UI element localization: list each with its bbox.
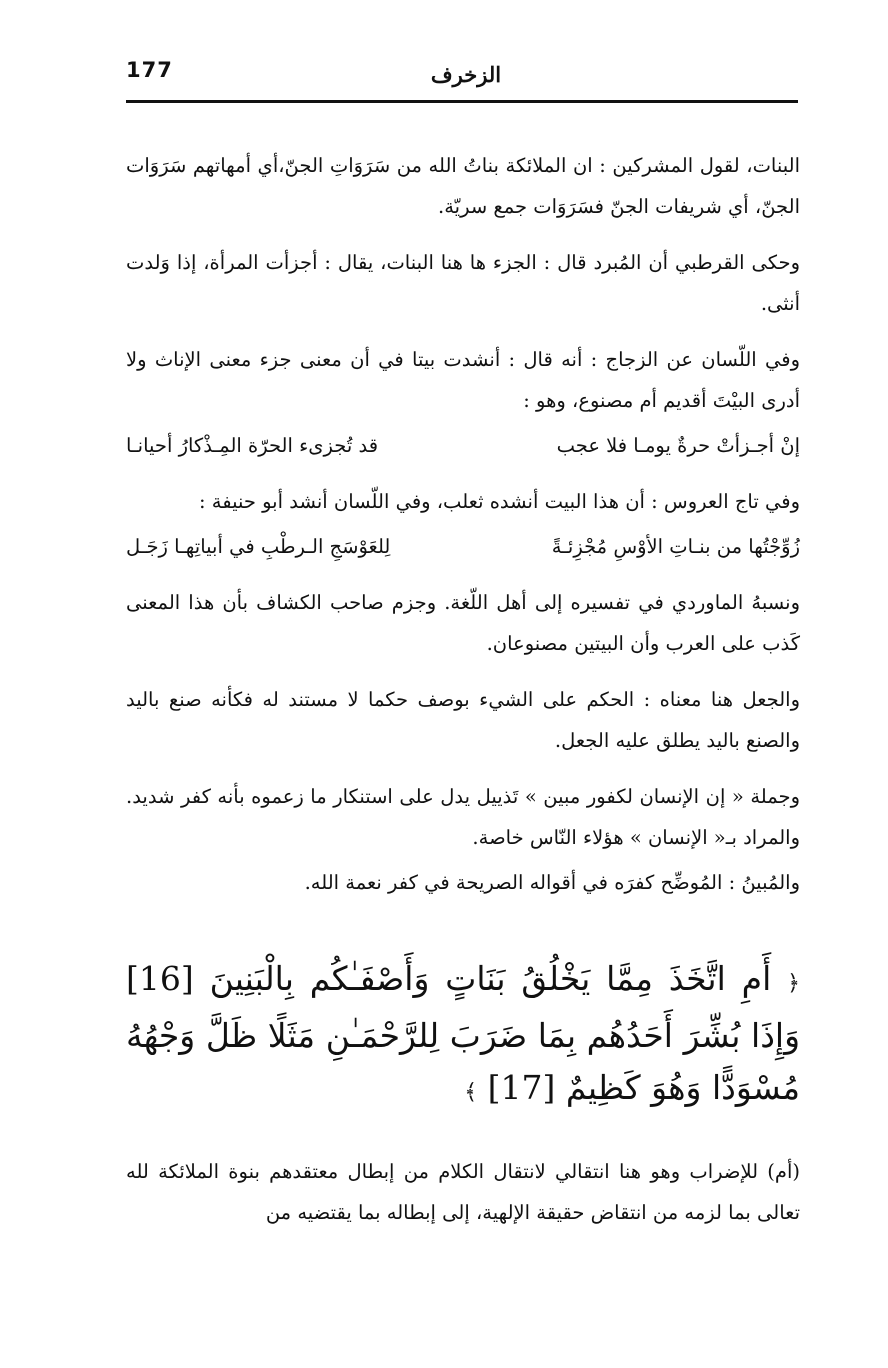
poetry-verse-2 xyxy=(126,526,800,567)
verse-2-second-hemistich: لِلعَوْسَجِ الـرطْبِ في أبياتِهـا زَجَـل xyxy=(126,535,391,558)
paragraph-taj-al-arus: وفي تاج العروس : أن هذا البيت أنشده ثعلب، وفي اللّسان أنشد أبو حنيفة : xyxy=(199,490,800,513)
paragraph-qurtubi: وحكى القرطبي أن المُبرد قال : الجزء ها هنا البنات، يقال : أجزأت المرأة، إذا وَلدت أنثى. xyxy=(126,251,800,315)
running-title: الزخرف xyxy=(430,62,502,87)
paragraph-jumla: وجملة « إن الإنسان لكفور مبين » تَذييل يدل على استنكار ما زعموه بأنه كفر شديد. والمراد بـ« الإنسان » هؤلاء النّاس خاصة. xyxy=(126,785,800,849)
paragraph-mawardi: ونسبهُ الماوردي في تفسيره إلى أهل اللّغة. وجزم صاحب الكشاف بأن هذا المعنى كَذب على العرب وأن البيتين مصنوعان. xyxy=(126,591,800,655)
page-number: 177 xyxy=(126,58,173,82)
paragraph-jaal: والجعل هنا معناه : الحكم على الشيء بوصف حكما لا مستند له فكأنه صنع باليد والصنع باليد يطلق عليه الجعل. xyxy=(126,688,800,752)
close-ornament-icon: ﴾ xyxy=(464,1080,478,1105)
poetry-verse-1 xyxy=(126,425,800,466)
paragraph-lisan: وفي اللّسان عن الزجاج : أنه قال : أنشدت بيتا في أن معنى جزء معنى الإناث ولا أدرى البيْتَ أقديم أم مصنوع، وهو : xyxy=(126,348,800,412)
page-body xyxy=(126,145,800,1248)
verse-1-second-hemistich: قد تُجزىء الحرّة المِـذْكارُ أحيانـا xyxy=(126,434,379,457)
verse-1-first-hemistich: إنْ أجـزأتْ حرةٌ يومـا فلا عجب xyxy=(556,434,800,457)
quran-verse-block xyxy=(126,953,800,1119)
paragraph-am-idrab: (أم) للإضراب وهو هنا انتقالي لانتقال الكلام من إبطال معتقدهم بنوة الملائكة لله تعالى بما لزمه من انتقاض حقيقة الإلهية، إلى إبطاله بما يقتضيه من xyxy=(126,1160,800,1224)
open-ornament-icon: ﴿ xyxy=(787,971,800,996)
verse-2-first-hemistich: زُوِّجْتُها من بنـاتِ الأوْسِ مُجْزِئـةً xyxy=(551,535,800,558)
header-rule xyxy=(126,100,798,103)
quran-verse-text: أَمِ اتَّخَذَ مِمَّا يَخْلُقُ بَنَاتٍ وَأَصْفَـٰكُم بِالْبَنِينَ [16] وَإِذَا بُشِّرَ أَحَدُهُم بِمَا ضَرَبَ لِلرَّحْمَـٰنِ مَثَلًا ظَلَّ وَجْهُهُ مُسْوَدًّا وَهُوَ كَظِيمٌ [17] xyxy=(126,959,800,1107)
page-header xyxy=(126,56,798,100)
paragraph-mubin: والمُبينُ : المُوضِّح كفرَه في أقواله الصريحة في كفر نعمة الله. xyxy=(304,871,800,894)
paragraph-banat: البنات، لقول المشركين : ان الملائكة بناتُ الله من سَرَوَاتِ الجنّ،أي أمهاتهم سَرَوَات الجنّ، أي شريفات الجنّ فسَرَوَات جمع سريّة. xyxy=(126,154,800,218)
